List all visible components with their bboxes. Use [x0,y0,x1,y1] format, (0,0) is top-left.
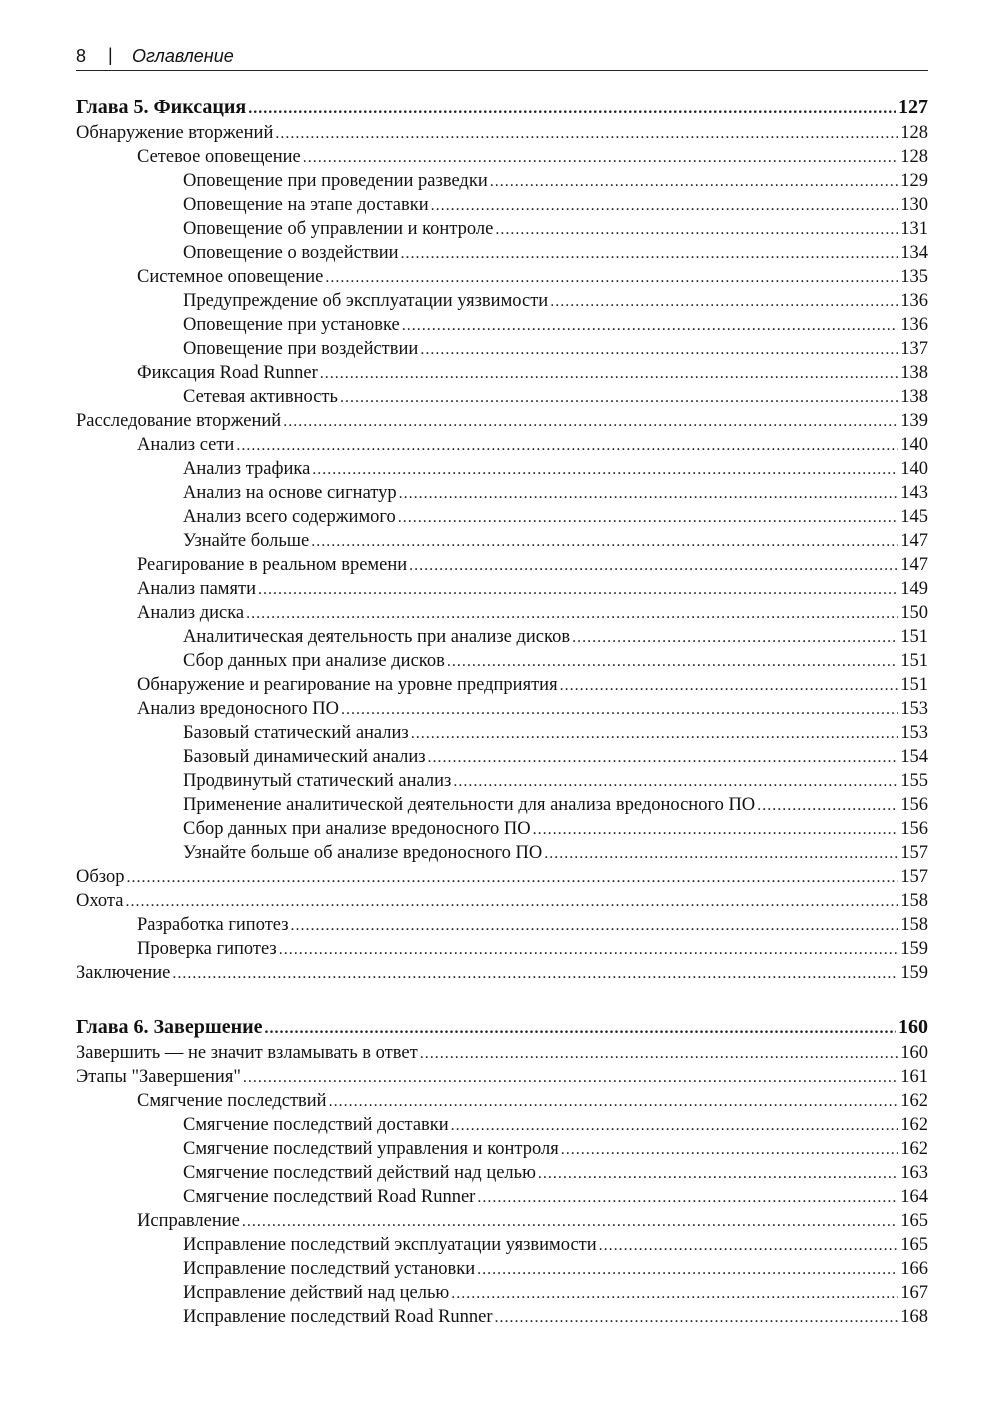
toc-entry-page: 154 [900,747,928,767]
toc-entry-page: 160 [898,1016,928,1038]
header-separator: | [108,45,113,65]
toc-entry-page: 151 [900,651,928,671]
toc-entry-title: Смягчение последствий [137,1091,327,1111]
dot-leader [283,410,898,433]
toc-entry-page: 138 [900,363,928,383]
toc-entry-title: Системное оповещение [137,267,324,287]
toc-entry-page: 147 [900,531,928,551]
toc-entry-page: 136 [900,291,928,311]
toc-entry[interactable] [76,385,928,409]
toc-entry-title: Обнаружение и реагирование на уровне предприятия [137,675,558,695]
toc-entry-title: Этапы "Завершения" [76,1067,241,1087]
dot-leader [341,698,898,721]
dot-leader [172,962,898,985]
toc-entry-title: Сетевое оповещение [137,147,301,167]
dot-leader [279,938,899,961]
dot-leader [477,1258,898,1281]
toc-entry[interactable] [76,529,928,553]
dot-leader [399,482,899,505]
toc-entry[interactable] [76,409,928,433]
toc-entry[interactable] [76,769,928,793]
toc-entry-title: Применение аналитической деятельности для анализа вредоносного ПО [183,795,756,815]
toc-entry-page: 136 [900,315,928,335]
toc-entry[interactable] [76,577,928,601]
toc-entry-title: Анализ сети [137,435,235,455]
page-header [76,44,928,71]
toc-entry-title: Оповещение об управлении и контроле [183,219,494,239]
toc-entry-page: 158 [900,915,928,935]
toc-entry[interactable] [76,1041,928,1065]
toc-entry-page: 139 [900,411,928,431]
dot-leader [431,194,899,217]
dot-leader [453,770,898,793]
dot-leader [538,1162,898,1185]
dot-leader [311,530,898,553]
dot-leader [401,242,899,265]
toc-chapter[interactable] [76,93,928,121]
toc-entry[interactable] [76,1233,928,1257]
dot-leader [125,890,898,913]
toc-entry-page: 162 [900,1115,928,1135]
toc-entry-page: 166 [900,1259,928,1279]
toc-entry-title: Анализ диска [137,603,245,623]
toc-entry-title: Фиксация Road Runner [137,363,318,383]
toc-entry[interactable] [76,937,928,961]
toc-entry[interactable] [76,889,928,913]
toc-entry-page: 156 [900,819,928,839]
toc-entry[interactable] [76,913,928,937]
toc-entry-title: Оповещение при установке [183,315,400,335]
toc-entry[interactable] [76,721,928,745]
toc-entry-page: 157 [900,843,928,863]
toc-entry-title: Заключение [76,963,171,983]
toc-entry-title: Анализ трафика [183,459,311,479]
dot-leader [560,674,899,697]
toc-entry-page: 134 [900,243,928,263]
page-number: 8 [76,46,87,66]
toc-entry[interactable] [76,793,928,817]
toc-entry-title: Узнайте больше об анализе вредоносного ПО [183,843,543,863]
dot-leader [495,1306,899,1329]
dot-leader [411,722,899,745]
toc-entry-page: 131 [900,219,928,239]
toc-entry[interactable] [76,961,928,985]
toc-entry-title: Продвинутый статический анализ [183,771,452,791]
toc-entry-page: 140 [900,435,928,455]
toc-entry-page: 147 [900,555,928,575]
toc-entry-page: 168 [900,1307,928,1327]
toc-entry[interactable] [76,553,928,577]
toc-entry-page: 165 [900,1211,928,1231]
toc-entry-page: 163 [900,1163,928,1183]
toc-entry-page: 149 [900,579,928,599]
toc-entry-title: Оповещение при воздействии [183,339,419,359]
toc-entry[interactable] [76,649,928,673]
toc-entry-page: 162 [900,1091,928,1111]
dot-leader [451,1282,898,1305]
toc-chapter[interactable] [76,1013,928,1041]
toc-entry-title: Анализ на основе сигнатур [183,483,397,503]
dot-leader [402,314,899,337]
header-title: Оглавление [132,46,234,66]
toc-entry-page: 130 [900,195,928,215]
toc-entry-page: 127 [898,96,928,118]
toc-entry[interactable] [76,601,928,625]
toc-entry-title: Смягчение последствий управления и контроля [183,1139,559,1159]
toc-entry-page: 128 [900,147,928,167]
toc-entry[interactable] [76,169,928,193]
toc-entry-title: Охота [76,891,124,911]
toc-entry[interactable] [76,1185,928,1209]
dot-leader [409,554,898,577]
dot-leader [757,794,898,817]
toc-entry-page: 167 [900,1283,928,1303]
toc-entry[interactable] [76,193,928,217]
toc-entry-title: Исправление [137,1211,240,1231]
toc-entry-page: 128 [900,123,928,143]
toc-entry-title: Расследование вторжений [76,411,282,431]
toc-entry-page: 153 [900,723,928,743]
toc-entry-title: Реагирование в реальном времени [137,555,408,575]
dot-leader [533,818,899,841]
toc-entry[interactable] [76,433,928,457]
toc-entry-title: Обзор [76,867,125,887]
toc-entry[interactable] [76,1305,928,1329]
toc-entry[interactable] [76,1209,928,1233]
toc-entry-page: 153 [900,699,928,719]
chapter-gap [76,985,928,1013]
toc-entry-page: 140 [900,459,928,479]
dot-leader [490,170,899,193]
dot-leader [325,266,898,289]
toc-entry[interactable] [76,265,928,289]
dot-leader [599,1234,899,1257]
toc-entry-page: 156 [900,795,928,815]
toc-entry-title: Оповещение на этапе доставки [183,195,429,215]
toc-entry[interactable] [76,1281,928,1305]
dot-leader [303,146,899,169]
dot-leader [477,1186,898,1209]
toc-entry-title: Базовый динамический анализ [183,747,426,767]
dot-leader [428,746,899,769]
dot-leader [495,218,898,241]
toc-entry-title: Смягчение последствий действий над целью [183,1163,536,1183]
dot-leader [340,386,898,409]
toc-entry-page: 162 [900,1139,928,1159]
toc-entry[interactable] [76,1065,928,1089]
dot-leader [312,458,898,481]
toc-entry-page: 151 [900,627,928,647]
dot-leader [329,1090,899,1113]
toc-entry-page: 145 [900,507,928,527]
toc-entry[interactable] [76,289,928,313]
dot-leader [544,842,898,865]
toc-entry[interactable] [76,841,928,865]
toc-entry-page: 161 [900,1067,928,1087]
toc-entry[interactable] [76,625,928,649]
toc-entry-title: Анализ памяти [137,579,257,599]
toc-entry-page: 135 [900,267,928,287]
toc-entry[interactable] [76,457,928,481]
dot-leader [265,1015,896,1041]
dot-leader [561,1138,899,1161]
dot-leader [126,866,898,889]
toc-entry-title: Сетевая активность [183,387,338,407]
toc-entry[interactable] [76,697,928,721]
toc-entry-title: Обнаружение вторжений [76,123,274,143]
dot-leader [275,122,898,145]
toc-entry[interactable] [76,217,928,241]
toc-entry-title: Анализ всего содержимого [183,507,396,527]
toc-entry-page: 129 [900,171,928,191]
toc-entry-page: 159 [900,963,928,983]
toc-entry[interactable] [76,745,928,769]
dot-leader [398,506,898,529]
toc-entry-page: 155 [900,771,928,791]
toc-entry[interactable] [76,865,928,889]
toc-entry-title: Исправление последствий установки [183,1259,476,1279]
dot-leader [447,650,898,673]
toc-entry[interactable] [76,337,928,361]
toc-entry-page: 143 [900,483,928,503]
table-of-contents [76,93,928,1329]
toc-entry[interactable] [76,817,928,841]
toc-entry-title: Смягчение последствий Road Runner [183,1187,476,1207]
dot-leader [420,338,898,361]
toc-entry-title: Смягчение последствий доставки [183,1115,449,1135]
toc-entry-title: Оповещение о воздействии [183,243,399,263]
dot-leader [291,914,899,937]
toc-entry-title: Глава 6. Завершение [76,1016,263,1038]
dot-leader [243,1066,898,1089]
dot-leader [451,1114,899,1137]
toc-entry-title: Проверка гипотез [137,939,277,959]
toc-entry-title: Аналитическая деятельность при анализе дисков [183,627,571,647]
toc-entry[interactable] [76,1257,928,1281]
toc-entry-title: Завершить — не значит взламывать в ответ [76,1043,418,1063]
toc-entry-title: Глава 5. Фиксация [76,96,247,118]
toc-entry[interactable] [76,313,928,337]
dot-leader [320,362,898,385]
toc-entry[interactable] [76,481,928,505]
toc-entry-page: 158 [900,891,928,911]
toc-entry[interactable] [76,1137,928,1161]
toc-entry[interactable] [76,1089,928,1113]
toc-entry[interactable] [76,121,928,145]
toc-entry-page: 159 [900,939,928,959]
toc-entry-title: Исправление последствий эксплуатации уязвимости [183,1235,597,1255]
dot-leader [420,1042,899,1065]
toc-entry-page: 165 [900,1235,928,1255]
toc-entry-title: Предупреждение об эксплуатации уязвимости [183,291,549,311]
dot-leader [236,434,898,457]
toc-entry-page: 151 [900,675,928,695]
toc-entry-title: Узнайте больше [183,531,310,551]
toc-entry-title: Разработка гипотез [137,915,289,935]
dot-leader [242,1210,898,1233]
dot-leader [248,95,896,121]
toc-entry[interactable] [76,145,928,169]
toc-entry-title: Исправление действий над целью [183,1283,450,1303]
toc-entry[interactable] [76,1161,928,1185]
dot-leader [572,626,898,649]
toc-entry-title: Оповещение при проведении разведки [183,171,488,191]
toc-entry-title: Сбор данных при анализе вредоносного ПО [183,819,531,839]
toc-entry-title: Анализ вредоносного ПО [137,699,340,719]
toc-entry-page: 164 [900,1187,928,1207]
toc-entry-page: 150 [900,603,928,623]
toc-entry-title: Сбор данных при анализе дисков [183,651,445,671]
dot-leader [258,578,898,601]
toc-entry[interactable] [76,673,928,697]
toc-entry-title: Исправление последствий Road Runner [183,1307,493,1327]
dot-leader [246,602,898,625]
toc-entry-page: 160 [900,1043,928,1063]
toc-entry[interactable] [76,1113,928,1137]
toc-entry-title: Базовый статический анализ [183,723,409,743]
toc-entry[interactable] [76,241,928,265]
toc-entry-page: 138 [900,387,928,407]
toc-entry-page: 157 [900,867,928,887]
toc-entry-page: 137 [900,339,928,359]
toc-entry[interactable] [76,505,928,529]
toc-entry[interactable] [76,361,928,385]
dot-leader [550,290,898,313]
